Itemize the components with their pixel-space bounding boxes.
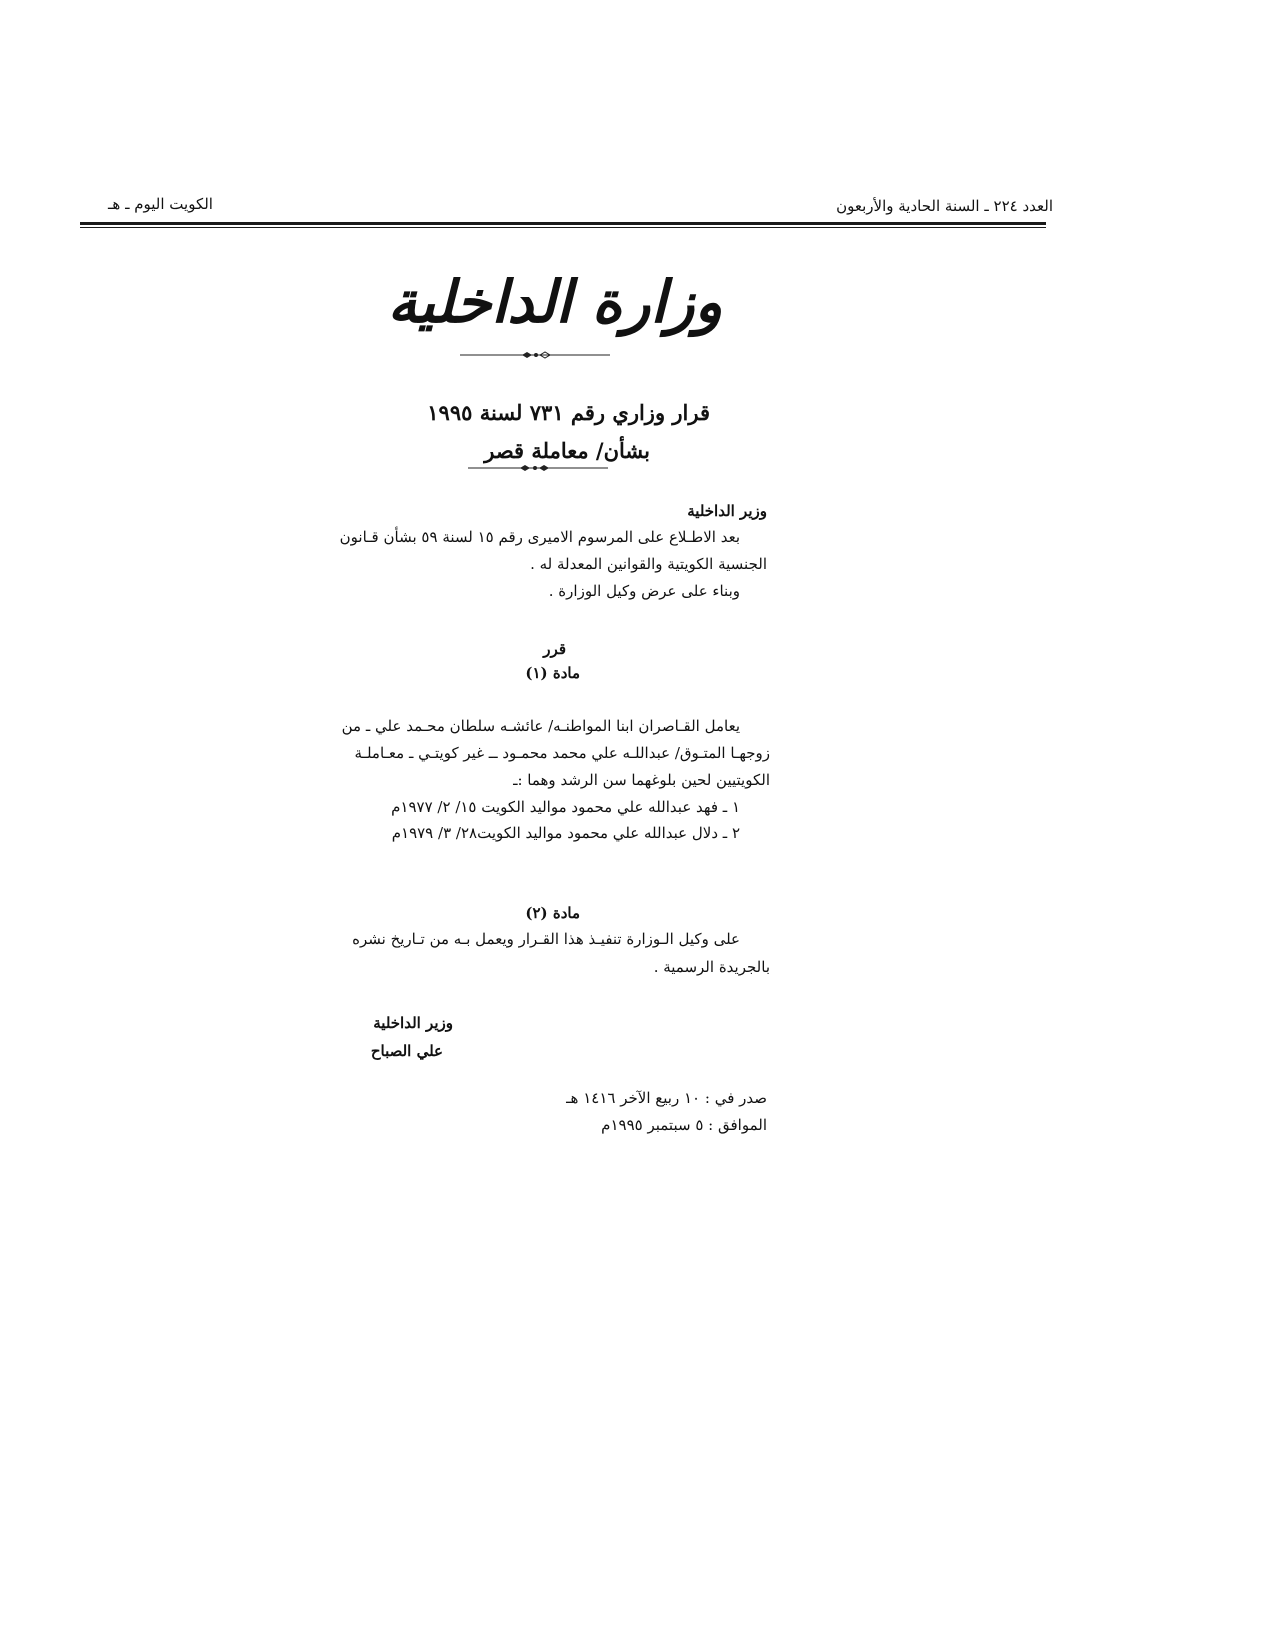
beneficiary-row: ٢ ـ دلال عبدالله علي محمود مواليد الكويت٢٨/ ٣/ ١٩٧٩م — [391, 824, 740, 842]
header-rule — [80, 222, 1046, 225]
gregorian-date: الموافق : ٥ سبتمبر ١٩٩٥م — [601, 1116, 767, 1134]
signature-name: علي الصباح — [370, 1042, 443, 1060]
article-line: زوجهـا المتـوق/ عبداللـه علي محمد محمـود ــ غير كويتـي ـ معـاملـة — [354, 744, 770, 762]
issue-header: العدد ٢٢٤ ـ السنة الحادية والأربعون — [836, 197, 1053, 215]
preamble-line: وبناء على عرض وكيل الوزارة . — [548, 582, 740, 600]
preamble-line: الجنسية الكويتية والقوانين المعدلة له . — [530, 555, 767, 573]
decree-subject: بشأن/ معاملة قصر — [484, 438, 650, 463]
ornament-divider — [460, 351, 610, 359]
publication-header: الكويت اليوم ـ هـ — [108, 195, 213, 213]
decision-heading: قرر — [543, 640, 566, 658]
beneficiary-row: ١ ـ فهد عبدالله علي محمود مواليد الكويت ١٥/ ٢/ ١٩٧٧م — [391, 798, 740, 816]
preamble-line: بعد الاطـلاع على المرسوم الاميرى رقم ١٥ لسنة ٥٩ بشأن قـانون — [339, 528, 740, 546]
article-line: على وكيل الـوزارة تنفيـذ هذا القـرار ويعمل بـه من تـاريخ نشره — [352, 930, 740, 948]
ornament-divider — [468, 464, 608, 472]
ministry-title: وزارة الداخلية — [387, 268, 723, 336]
article-heading: مادة (١) — [525, 664, 580, 682]
article-line: يعامل القـاصران ابنا المواطنـه/ عائشـه سلطان محـمد علي ـ من — [341, 717, 740, 735]
header-rule-thin — [80, 227, 1046, 228]
article-heading: مادة (٢) — [525, 904, 580, 922]
article-line: بالجريدة الرسمية . — [653, 958, 770, 976]
hijri-date: صدر في : ١٠ ربيع الآخر ١٤١٦ هـ — [566, 1089, 767, 1107]
preamble-issuer: وزير الداخلية — [687, 502, 767, 520]
article-line: الكويتيين لحين بلوغهما سن الرشد وهما :ـ — [513, 771, 770, 789]
decree-title: قرار وزاري رقم ٧٣١ لسنة ١٩٩٥ — [427, 400, 710, 425]
signature-title: وزير الداخلية — [373, 1014, 453, 1032]
